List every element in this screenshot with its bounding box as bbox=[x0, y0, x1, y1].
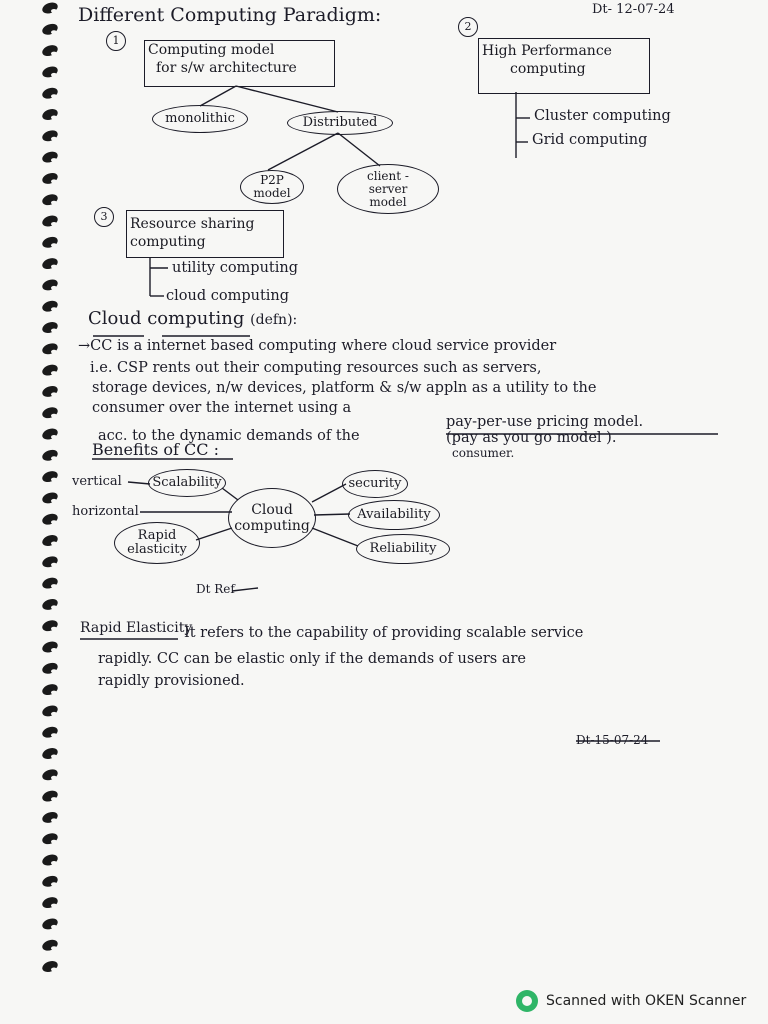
spiral-ring bbox=[41, 22, 59, 37]
scanner-watermark bbox=[516, 990, 746, 1012]
spiral-ring bbox=[41, 256, 59, 271]
box-line: computing bbox=[510, 61, 586, 77]
spiral-ring bbox=[41, 938, 59, 953]
spiral-ring bbox=[41, 916, 59, 931]
box-line: Computing model bbox=[148, 42, 275, 58]
scanner-text: Scanned with OKEN Scanner bbox=[546, 993, 747, 1009]
box-line: High Performance bbox=[482, 43, 612, 59]
horizontal-label: horizontal bbox=[72, 504, 139, 519]
definition-line: consumer over the internet using a bbox=[92, 400, 352, 416]
high-performance-box bbox=[478, 38, 650, 94]
box-line: computing bbox=[130, 234, 206, 250]
cloud-computing-center-node bbox=[228, 488, 316, 548]
spiral-ring bbox=[41, 277, 59, 292]
grid-computing-item: Grid computing bbox=[532, 132, 648, 148]
rapid-heading: Rapid Elasticity bbox=[80, 620, 193, 636]
node-line: model bbox=[369, 194, 407, 209]
spiral-ring bbox=[41, 150, 59, 165]
monolithic-node: monolithic bbox=[152, 105, 248, 133]
node-line: computing bbox=[234, 518, 310, 534]
spiral-ring bbox=[41, 959, 59, 974]
spiral-binding bbox=[0, 0, 70, 990]
node-line: elasticity bbox=[127, 542, 187, 557]
definition-line: acc. to the dynamic demands of the bbox=[98, 428, 360, 444]
spiral-ring bbox=[41, 341, 59, 356]
node-line: Rapid bbox=[137, 528, 177, 543]
client-server-node bbox=[337, 164, 439, 214]
spiral-ring bbox=[41, 107, 59, 122]
spiral-ring bbox=[41, 703, 59, 718]
spiral-ring bbox=[41, 86, 59, 101]
rapid-line: rapidly. CC can be elastic only if the demands of users are bbox=[98, 651, 526, 667]
spiral-ring bbox=[41, 405, 59, 420]
cloud-computing-item: cloud computing bbox=[166, 288, 290, 304]
spiral-ring bbox=[41, 767, 59, 782]
pricing-model-text: pay-per-use pricing model. bbox=[446, 414, 644, 430]
utility-computing-item: utility computing bbox=[172, 260, 299, 276]
computing-model-box bbox=[144, 40, 335, 87]
spiral-ring bbox=[41, 235, 59, 250]
rapid-line: It refers to the capability of providing scalable service bbox=[184, 625, 584, 641]
spiral-ring bbox=[41, 512, 59, 527]
availability-node: Availability bbox=[348, 500, 440, 530]
spiral-ring bbox=[41, 427, 59, 442]
spiral-ring bbox=[41, 874, 59, 889]
node-line: Cloud bbox=[251, 502, 293, 518]
spiral-ring bbox=[41, 576, 59, 591]
spiral-ring bbox=[41, 448, 59, 463]
distributed-node: Distributed bbox=[287, 111, 393, 135]
cloud-heading-text: Cloud computing bbox=[88, 308, 245, 329]
vertical-label: vertical bbox=[72, 474, 122, 489]
definition-line: i.e. CSP rents out their computing resources such as servers, bbox=[90, 360, 542, 376]
definition-line: →CC is a internet based computing where cloud service provider bbox=[78, 338, 557, 354]
node-line: client - bbox=[367, 168, 409, 183]
spiral-ring bbox=[41, 192, 59, 207]
reliability-node: Reliability bbox=[356, 534, 450, 564]
spiral-ring bbox=[41, 43, 59, 58]
pay-as-you-go-text: (pay as you go model ). bbox=[446, 430, 617, 446]
spiral-ring bbox=[41, 128, 59, 143]
section-marker-2: 2 bbox=[458, 17, 478, 37]
struck-through-note: Dt Ref bbox=[196, 582, 235, 596]
spiral-ring bbox=[41, 597, 59, 612]
p2p-model-node bbox=[240, 170, 304, 204]
spiral-ring bbox=[41, 554, 59, 569]
box-line: Resource sharing bbox=[130, 216, 255, 232]
node-line: model bbox=[253, 186, 291, 200]
definition-line: storage devices, n/w devices, platform & s/w appln as a utility to the bbox=[92, 380, 597, 396]
spiral-ring bbox=[41, 363, 59, 378]
section-marker-1: 1 bbox=[106, 31, 126, 51]
page-date: Dt- 12-07-24 bbox=[592, 2, 675, 17]
spiral-ring bbox=[41, 618, 59, 633]
spiral-ring bbox=[41, 831, 59, 846]
spiral-ring bbox=[41, 64, 59, 79]
spiral-ring bbox=[41, 682, 59, 697]
spiral-ring bbox=[41, 746, 59, 761]
cloud-heading-suffix: (defn): bbox=[250, 312, 298, 328]
scalability-node: Scalability bbox=[148, 469, 226, 497]
consumer-text: consumer. bbox=[452, 446, 515, 460]
spiral-ring bbox=[41, 725, 59, 740]
spiral-ring bbox=[41, 320, 59, 335]
spiral-ring bbox=[41, 853, 59, 868]
resource-sharing-box bbox=[126, 210, 284, 258]
oken-logo-icon bbox=[516, 990, 538, 1012]
spiral-ring bbox=[41, 171, 59, 186]
benefits-heading: Benefits of CC : bbox=[92, 440, 219, 459]
box-line: for s/w architecture bbox=[156, 60, 297, 76]
spiral-ring bbox=[41, 384, 59, 399]
section-marker-3: 3 bbox=[94, 207, 114, 227]
spiral-ring bbox=[41, 299, 59, 314]
page-title: Different Computing Paradigm: bbox=[78, 4, 382, 26]
struck-date: Dt-15-07-24 bbox=[576, 733, 649, 747]
security-node: security bbox=[342, 470, 408, 498]
spiral-ring bbox=[41, 214, 59, 229]
node-line: server bbox=[368, 181, 408, 196]
spiral-ring bbox=[41, 810, 59, 825]
node-line: P2P bbox=[260, 173, 284, 187]
spiral-ring bbox=[41, 469, 59, 484]
cluster-computing-item: Cluster computing bbox=[534, 108, 671, 124]
spiral-ring bbox=[41, 789, 59, 804]
spiral-ring bbox=[41, 640, 59, 655]
rapid-line: rapidly provisioned. bbox=[98, 673, 245, 689]
spiral-ring bbox=[41, 1, 59, 16]
spiral-ring bbox=[41, 490, 59, 505]
cloud-heading bbox=[88, 308, 297, 329]
spiral-ring bbox=[41, 661, 59, 676]
spiral-ring bbox=[41, 533, 59, 548]
spiral-ring bbox=[41, 895, 59, 910]
rapid-elasticity-node bbox=[114, 522, 200, 564]
